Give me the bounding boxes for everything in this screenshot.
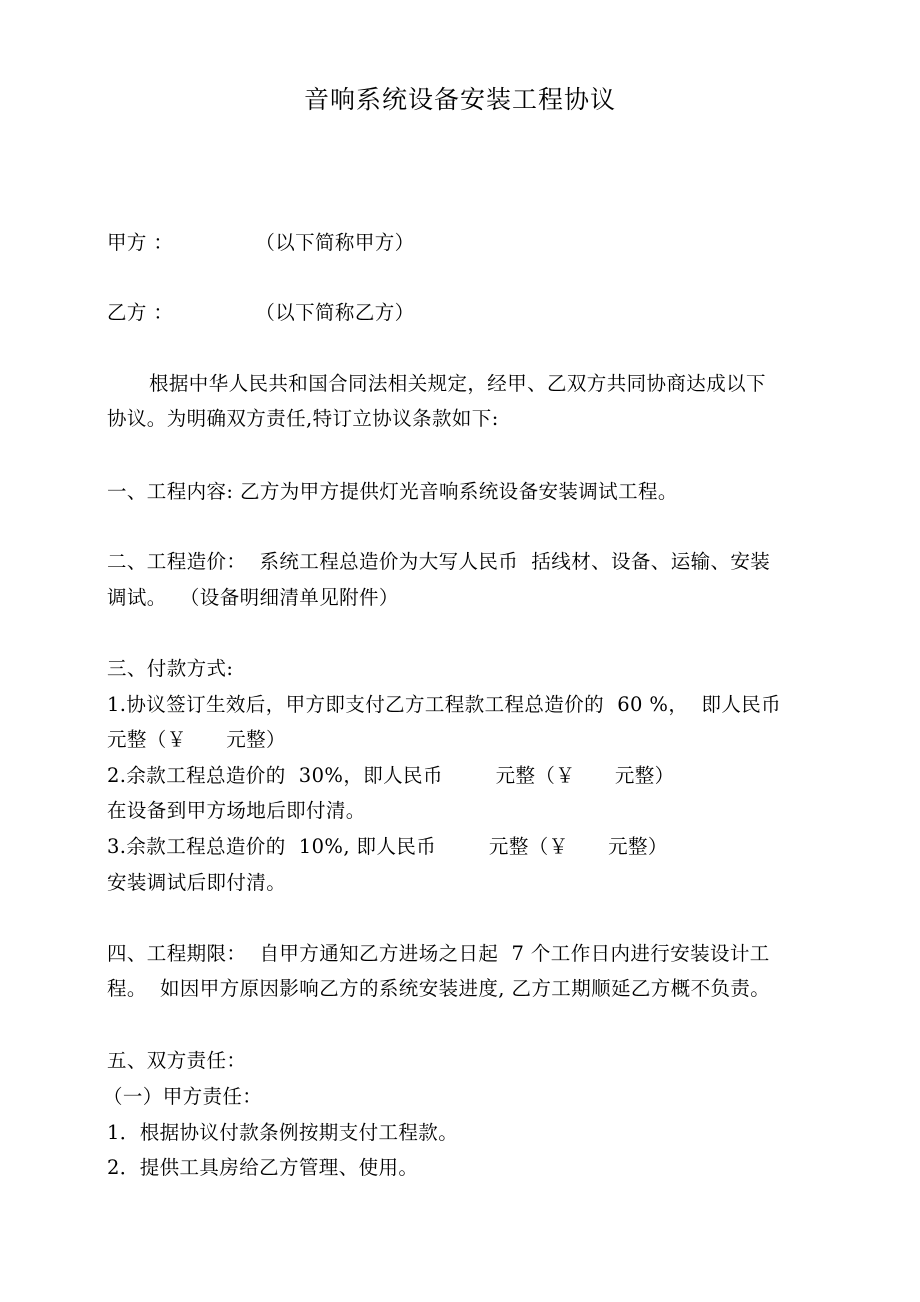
section-3-item-2-line-2: 在设备到甲方场地后即付清。 [107,799,366,822]
section-3-item-3-line-2: 安装调试后即付清。 [107,871,287,894]
section-2-line-1: 二、工程造价： 系统工程总造价为大写人民币 括线材、设备、运输、安装 [107,550,771,573]
section-5-sub-a: （一）甲方责任： [103,1085,263,1108]
section-4-line-1: 四、工程期限： 自甲方通知乙方进场之日起 7 个工作日内进行安装设计工 [107,942,770,965]
section-1-content: 一、工程内容: 乙方为甲方提供灯光音响系统设备安装调试工程。 [107,480,678,503]
document-title: 音响系统设备安装工程协议 [303,85,616,114]
section-5-item-2: 2．提供工具房给乙方管理、使用。 [107,1156,419,1179]
section-3-item-3-line-1: 3.余款工程总造价的 10%, 即人民币 元整（￥ 元整） [107,835,668,858]
section-5-heading: 五、双方责任： [107,1049,247,1072]
party-a-line [107,230,415,256]
party-b-note: （以下简称乙方） [255,301,415,324]
section-5-item-1: 1．根据协议付款条例按期支付工程款。 [107,1121,459,1144]
preamble-line-2: 协议。为明确双方责任,特订立协议条款如下: [107,407,499,430]
section-2-line-2: 调试。 （设备明细清单见附件） [107,586,399,609]
section-3-item-1-line-2: 元整（￥ 元整） [107,728,286,751]
section-3-heading: 三、付款方式: [107,657,234,680]
preamble-line-1: 根据中华人民共和国合同法相关规定，经甲、乙双方共同协商达成以下 [149,372,766,395]
party-a-label: 甲方 ： [107,231,174,254]
party-b-line [107,300,415,326]
party-a-note: （以下简称甲方） [255,231,415,254]
section-4-line-2: 程。 如因甲方原因影响乙方的系统安装进度, 乙方工期顺延乙方概不负责。 [107,977,771,1000]
party-b-label: 乙方 ： [107,301,174,324]
section-3-item-1-line-1: 1.协议签订生效后，甲方即支付乙方工程款工程总造价的 60 %， 即人民币 [107,693,782,716]
section-3-item-2-line-1: 2.余款工程总造价的 30%，即人民币 元整（￥ 元整） [107,764,675,787]
